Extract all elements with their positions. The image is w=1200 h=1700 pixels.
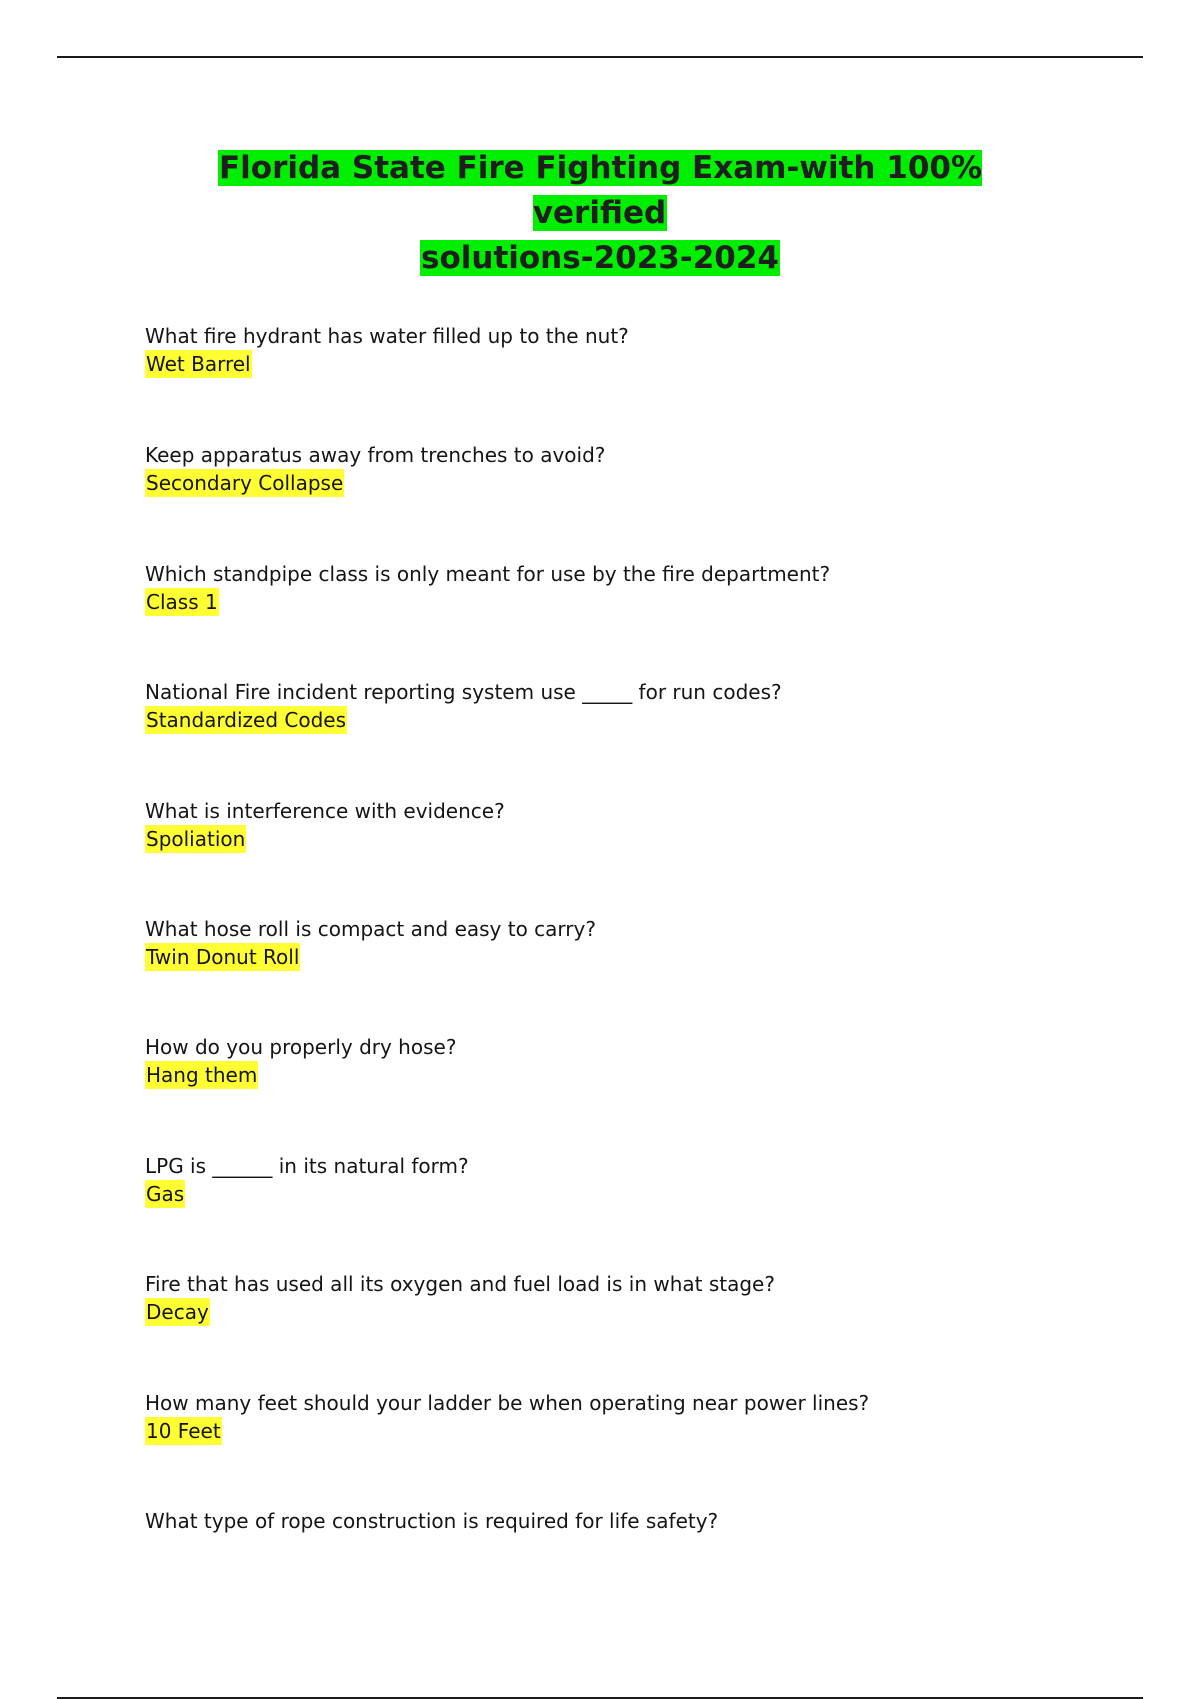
question-text: LPG is ______ in its natural form? [145,1154,469,1178]
qa-item [145,1507,1145,1535]
top-rule [57,56,1143,58]
question-text: Keep apparatus away from trenches to avoid? [145,443,606,467]
qa-item [145,322,1145,378]
answer-text: Twin Donut Roll [146,945,300,969]
question-text: What type of rope construction is required for life safety? [145,1509,719,1533]
qa-item [145,1389,1145,1445]
answer-text: Decay [146,1300,209,1324]
qa-item [145,915,1145,971]
answer-text: Spoliation [146,827,246,851]
qa-item [145,1033,1145,1089]
qa-item [145,1152,1145,1208]
answer-text: Wet Barrel [146,352,251,376]
document-title [150,146,1050,281]
question-text: How many feet should your ladder be when operating near power lines? [145,1391,870,1415]
qa-item [145,441,1145,497]
qa-item [145,678,1145,734]
question-text: How do you properly dry hose? [145,1035,457,1059]
qa-item [145,560,1145,616]
answer-text: Hang them [146,1063,258,1087]
answer-text: 10 Feet [146,1419,221,1443]
answer-text: Gas [146,1182,185,1206]
question-text: Fire that has used all its oxygen and fuel load is in what stage? [145,1272,775,1296]
answer-text: Standardized Codes [146,708,347,732]
question-text: What hose roll is compact and easy to carry? [145,917,596,941]
question-text: National Fire incident reporting system use _____ for run codes? [145,680,782,704]
title-line-1: Florida State Fire Fighting Exam-with 100% verified [218,150,983,231]
answer-text: Secondary Collapse [146,471,344,495]
question-text: Which standpipe class is only meant for use by the fire department? [145,562,831,586]
question-text: What is interference with evidence? [145,799,505,823]
qa-item [145,1270,1145,1326]
bottom-rule [57,1697,1143,1699]
qa-item [145,797,1145,853]
title-line-2: solutions-2023-2024 [421,240,779,276]
question-text: What fire hydrant has water filled up to the nut? [145,324,629,348]
answer-text: Class 1 [146,590,218,614]
